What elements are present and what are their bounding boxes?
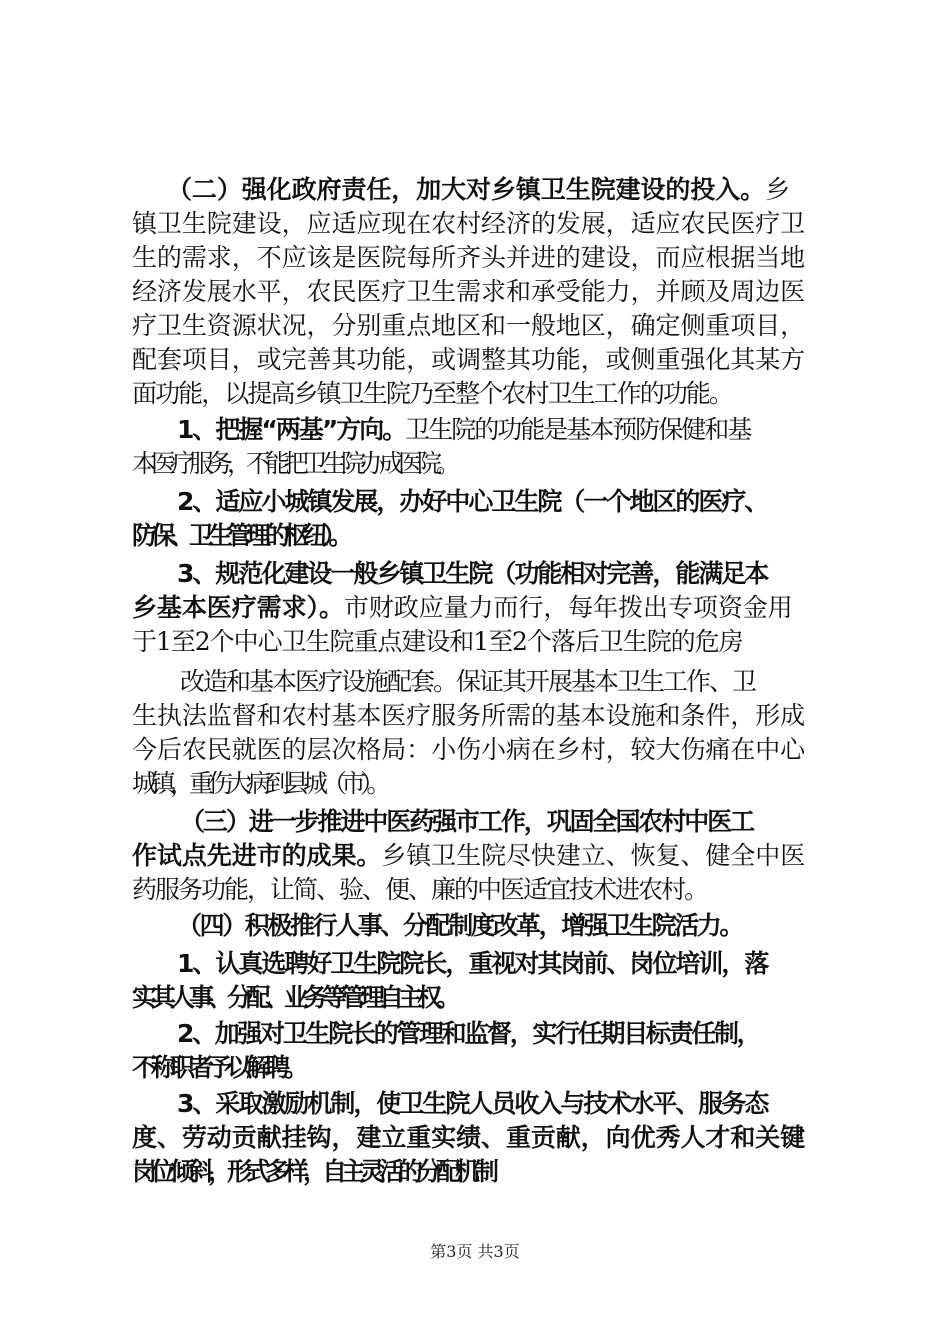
text-segment: 配套项目，或完善其功能，或调整其功能，或侧重强化其某方 bbox=[132, 345, 806, 374]
text-segment: （三）进一步推进中医药强市工作，巩固全国农村中医工 bbox=[180, 807, 754, 836]
text-line bbox=[180, 664, 880, 700]
text-line bbox=[132, 240, 832, 276]
text-line bbox=[132, 206, 832, 242]
text-line bbox=[132, 446, 832, 482]
text-line bbox=[132, 590, 832, 626]
text-segment: 改造和基本医疗设施配套。保证其开展基本卫生工作、卫 bbox=[180, 667, 756, 696]
text-line bbox=[132, 732, 832, 768]
text-segment: 度、劳动贡献挂钩，建立重实绩、重贡献，向优秀人才和关键 bbox=[132, 1123, 806, 1152]
text-line bbox=[177, 1086, 877, 1122]
text-segment: 今后农民就医的层次格局：小伤小病在乡村，较大伤痛在中心 bbox=[132, 735, 806, 764]
text-segment: 面功能，以提高乡镇卫生院乃至整个农村卫生工作的功能。 bbox=[132, 379, 733, 408]
text-line bbox=[177, 946, 877, 982]
text-segment: 乡基本医疗需求）。 bbox=[132, 593, 344, 622]
text-line bbox=[132, 1154, 832, 1190]
text-line bbox=[177, 908, 877, 944]
text-line bbox=[177, 1016, 877, 1052]
text-line bbox=[132, 872, 832, 908]
text-segment: 生的需求，不应该是医院每所齐头并进的建设，而应根据当地 bbox=[132, 243, 806, 272]
text-segment: 1、认真选聘好卫生院院长，重视对其岗前、岗位培训，落 bbox=[177, 949, 768, 978]
text-segment: 城镇，重伤大病到县城（市）。 bbox=[132, 769, 386, 798]
text-line bbox=[132, 980, 832, 1016]
text-line bbox=[132, 376, 832, 412]
text-line bbox=[177, 556, 877, 592]
text-segment: 乡 bbox=[765, 175, 791, 204]
text-line bbox=[177, 484, 877, 520]
text-line bbox=[167, 172, 867, 208]
text-line bbox=[132, 342, 832, 378]
text-segment: 药服务功能，让简、验、便、廉的中医适宜技术进农村。 bbox=[132, 875, 708, 904]
text-segment: 疗卫生资源状况，分别重点地区和一般地区，确定侧重项目， bbox=[132, 311, 806, 340]
text-segment: 本医疗服务，不能把卫生院办成医院。 bbox=[132, 449, 456, 478]
text-segment: （二）强化政府责任，加大对乡镇卫生院建设的投入。 bbox=[167, 175, 766, 204]
text-segment: 3、规范化建设一般乡镇卫生院（功能相对完善，能满足本 bbox=[177, 559, 768, 588]
text-segment: 卫生院的功能是基本预防保健和基 bbox=[405, 415, 751, 444]
text-line bbox=[132, 624, 832, 660]
text-segment: 3、采取激励机制，使卫生院人员收入与技术水平、服务态 bbox=[177, 1089, 768, 1118]
text-segment: 市财政应量力而行，每年拨出专项资金用 bbox=[343, 593, 793, 622]
text-segment: 镇卫生院建设，应适应现在农村经济的发展，适应农民医疗卫 bbox=[132, 209, 806, 238]
text-segment: 岗位倾斜，形式多样，自主灵活的分配机制 bbox=[132, 1157, 494, 1186]
text-segment: 1、把握“两基”方向。 bbox=[177, 415, 406, 444]
text-segment: 经济发展水平，农民医疗卫生需求和承受能力，并顾及周边医 bbox=[132, 277, 806, 306]
page-footer: 第3页 共3页 bbox=[430, 1242, 520, 1261]
text-line bbox=[132, 1050, 832, 1086]
text-segment: 实其人事、分配、业务等管理自主权。 bbox=[132, 983, 456, 1012]
text-segment: 防保、卫生管理的枢纽）。 bbox=[132, 521, 348, 550]
text-segment: 于1至2个中心卫生院重点建设和1至2个落后卫生院的危房 bbox=[132, 627, 743, 656]
text-segment: 乡镇卫生院尽快建立、恢复、健全中医 bbox=[381, 841, 806, 870]
text-line bbox=[132, 274, 832, 310]
text-line bbox=[132, 1120, 832, 1156]
text-segment: 2、加强对卫生院长的管理和监督，实行任期目标责任制， bbox=[177, 1019, 760, 1048]
text-segment: 作试点先进市的成果。 bbox=[132, 841, 382, 870]
text-line bbox=[177, 412, 877, 448]
text-line bbox=[180, 804, 880, 840]
text-segment: 2、适应小城镇发展，办好中心卫生院（一个地区的医疗、 bbox=[177, 487, 768, 516]
text-segment: 生执法监督和农村基本医疗服务所需的基本设施和条件，形成 bbox=[132, 701, 806, 730]
text-segment: 不称职者予以解聘。 bbox=[132, 1053, 304, 1082]
text-line bbox=[132, 698, 832, 734]
text-line bbox=[132, 308, 832, 344]
text-line bbox=[132, 766, 832, 802]
text-segment: （四）积极推行人事、分配制度改革，增强卫生院活力。 bbox=[177, 911, 743, 940]
text-line bbox=[132, 518, 832, 554]
text-line bbox=[132, 838, 832, 874]
